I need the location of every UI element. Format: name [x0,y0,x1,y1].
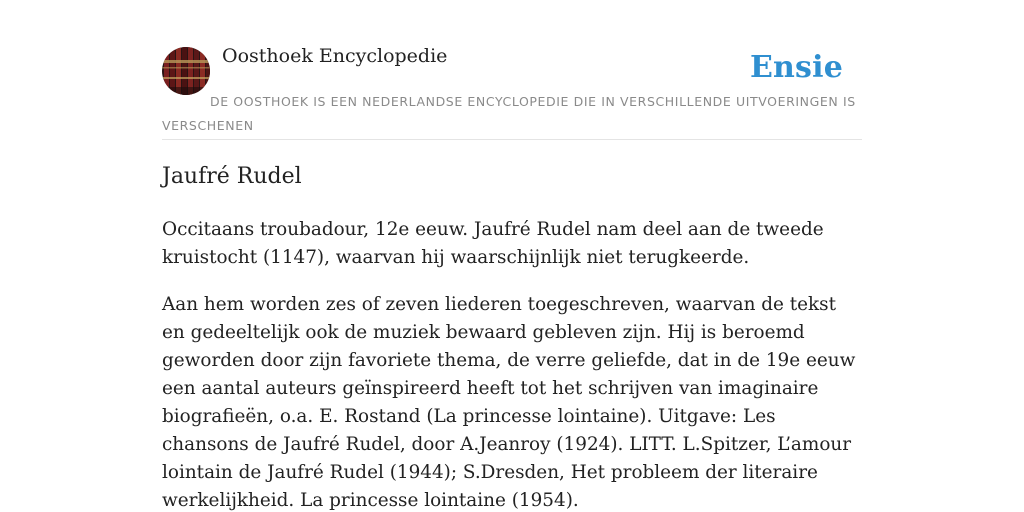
header-divider [162,139,862,140]
entry-title: Jaufré Rudel [162,164,302,189]
source-avatar[interactable] [162,47,210,95]
brand-logo[interactable]: Ensie [749,50,843,85]
source-tagline: DE OOSTHOEK IS EEN NEDERLANDSE ENCYCLOPEDIE DIE IN VERSCHILLENDE UITVOERINGEN IS VERSCHENEN [162,94,856,133]
entry-paragraph: Aan hem worden zes of zeven liederen toegeschreven, waarvan de tekst en gedeeltelijk ook de muziek bewaard gebleven zijn. Hij is beroemd geworden door zijn favoriete thema, de verre geliefde, dat in de 19e eeuw een aantal auteurs geïnspireerd heeft tot het schrijven van imaginaire biografieën, o.a. E. Rostand (La princesse lointaine). Uitgave: Les chansons de Jaufré Rudel, door A.Jeanroy (1924). LITT. L.Spitzer, L’amour lointain de Jaufré Rudel (1944); S.Dresden, Het probleem der literaire werkelijkheid. La princesse lointaine (1954). [162,294,856,511]
source-title[interactable]: Oosthoek Encyclopedie [222,45,448,67]
entry-body [162,216,862,512]
entry-paragraph: Occitaans troubadour, 12e eeuw. Jaufré Rudel nam deel aan de tweede kruistocht (1147), waarvan hij waarschijnlijk niet terugkeerde. [162,219,824,268]
encyclopedia-books-icon [162,47,210,95]
